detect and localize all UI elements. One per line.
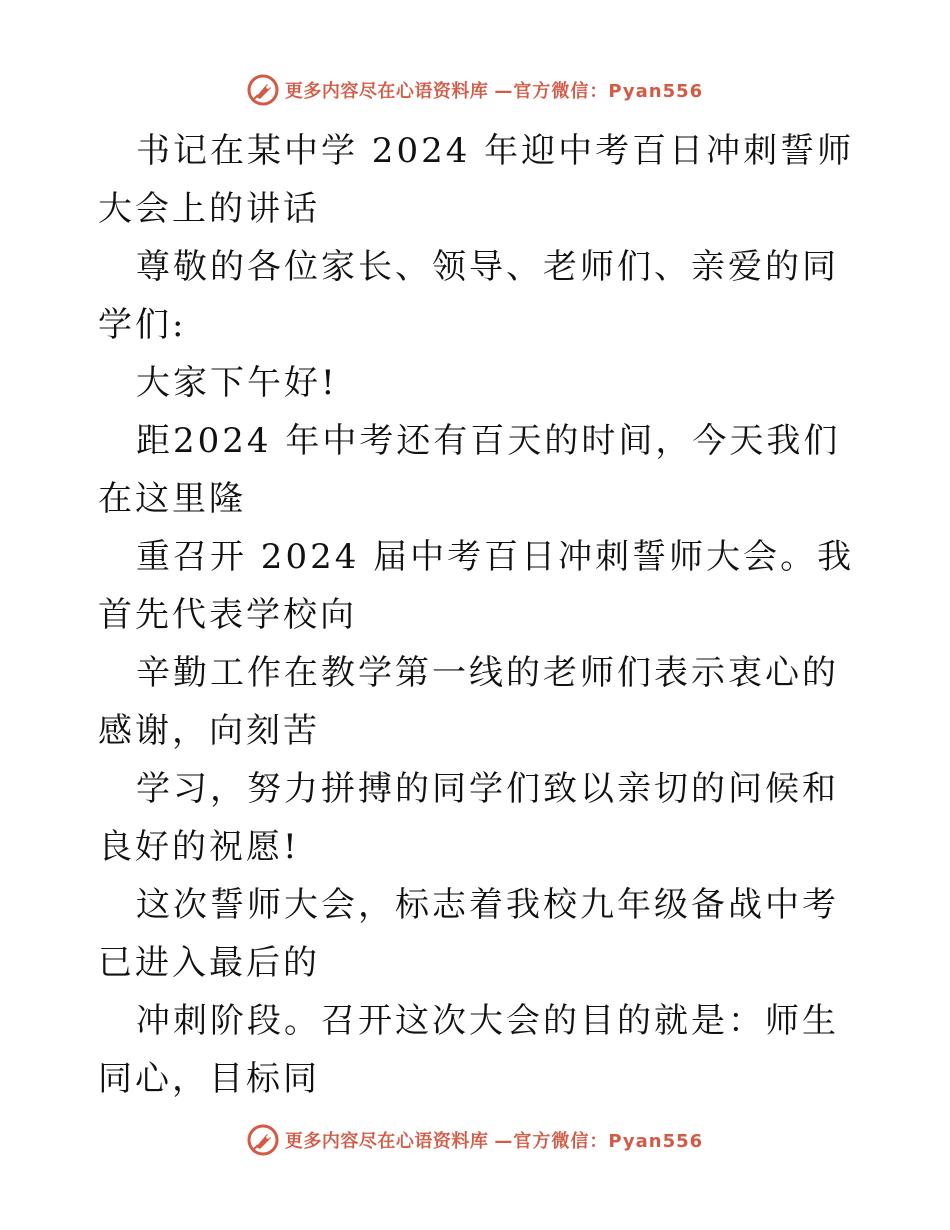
banner-contact-text: —官方微信：Pyan556 <box>494 1131 704 1152</box>
paragraph: 距2024 年中考还有百天的时间，今天我们在这里隆 <box>98 421 841 519</box>
banner-contact-text: —官方微信：Pyan556 <box>494 81 704 102</box>
paragraph: 这次誓师大会，标志着我校九年级备战中考已进入最后的 <box>98 885 839 983</box>
pen-nib-logo-icon <box>247 1124 279 1156</box>
paragraph: 大家下午好! <box>136 363 338 403</box>
document-title: 书记在某中学 2024 年迎中考百日冲刺誓师大会上的讲话 <box>98 131 855 229</box>
document-body <box>98 122 868 1108</box>
paragraph: 尊敬的各位家长、领导、老师们、亲爱的同学们: <box>98 247 839 345</box>
paragraph: 学习，努力拼搏的同学们致以亲切的问候和良好的祝愿! <box>98 769 839 867</box>
banner-main-text: 更多内容尽在心语资料库 <box>284 81 489 102</box>
paragraph: 辛勤工作在教学第一线的老师们表示衷心的感谢，向刻苦 <box>98 653 839 751</box>
paragraph: 重召开 2024 届中考百日冲刺誓师大会。我首先代表学校向 <box>98 537 855 635</box>
header-banner <box>0 70 950 110</box>
footer-banner <box>0 1120 950 1160</box>
paragraph: 冲刺阶段。召开这次大会的目的就是：师生同心，目标同 <box>98 1001 839 1099</box>
pen-nib-logo-icon <box>247 74 279 106</box>
banner-main-text: 更多内容尽在心语资料库 <box>284 1131 489 1152</box>
